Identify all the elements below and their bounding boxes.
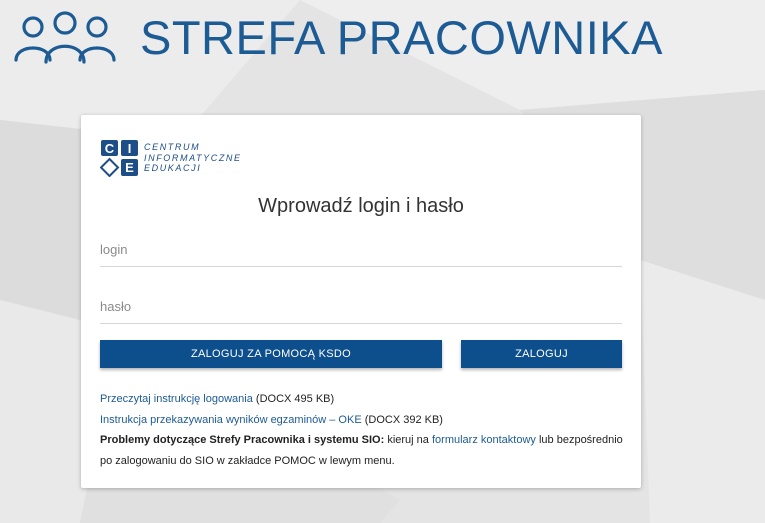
login-instruction-link[interactable]: Przeczytaj instrukcję logowania (100, 393, 253, 405)
cie-logo-mark (100, 139, 140, 177)
login-button[interactable]: ZALOGUJ (461, 340, 622, 368)
cie-logo (100, 139, 242, 177)
instruction-row (100, 389, 625, 410)
site-header (12, 8, 663, 68)
login-input[interactable] (100, 233, 622, 267)
password-input[interactable] (100, 290, 622, 324)
instruction-file-meta: (DOCX 495 KB) (252, 393, 335, 405)
problems-label: Problemy dotyczące Strefy Pracownika i systemu SIO: (100, 434, 385, 446)
login-ksdo-button[interactable]: ZALOGUJ ZA POMOCĄ KSDO (100, 340, 442, 368)
exam-results-instruction-link[interactable]: Instrukcja przekazywania wyników egzaminów – OKE (100, 413, 362, 426)
problems-text-1: kieruj na (384, 434, 432, 446)
contact-form-link[interactable]: formularz kontaktowy (431, 434, 536, 446)
svg-text:C: C (104, 141, 115, 156)
logo-text (144, 142, 242, 174)
page-title: STREFA PRACOWNIKA (140, 11, 663, 64)
logo-line-2: INFORMATYCZNE (144, 152, 242, 163)
logo-line-3: EDUKACJI (144, 163, 202, 174)
help-links (100, 389, 625, 471)
svg-text:E: E (125, 160, 134, 175)
exam-file-meta: (DOCX 392 KB) (361, 413, 443, 426)
form-heading: Wprowadź login i hasło (258, 195, 464, 217)
problems-paragraph (100, 430, 625, 471)
problems-text-2: lub bezpośrednio po zalogowaniu do SIO w zakładce POMOC w lewym menu. (100, 434, 623, 467)
svg-text:I: I (127, 141, 132, 156)
people-group-icon (12, 10, 118, 66)
logo-line-1: CENTRUM (144, 142, 201, 153)
login-card (81, 115, 641, 488)
exam-row (100, 410, 625, 431)
